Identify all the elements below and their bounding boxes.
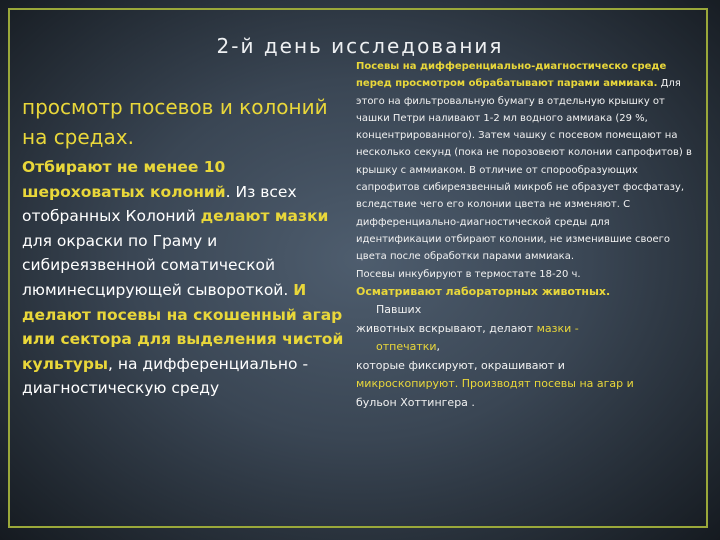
left-text-3: , на дифференциально - диагностическую среду bbox=[22, 354, 309, 398]
right-paragraph-ammonia bbox=[356, 58, 694, 266]
left-text-2: для окраски по Граму и сибиреязвенной соматической люминесцирующей сывороткой. bbox=[22, 231, 294, 299]
left-highlight-cultures: И делают посевы на скошенный агар или сектора для выделения чистой культуры bbox=[22, 280, 344, 373]
right-broth-line: бульон Хоттингера . bbox=[356, 395, 475, 409]
right-dead-line: Павших bbox=[376, 303, 422, 317]
right-autopsy-text: животных вскрывают, делают bbox=[356, 321, 537, 335]
right-highlight-microscopy: микроскопируют. Производят посевы на агар и bbox=[356, 377, 634, 391]
right-fix-line: которые фиксируют, окрашивают и bbox=[356, 358, 565, 372]
slide-title: 2-й день исследования bbox=[216, 34, 504, 58]
left-heading: просмотр посевов и колоний на средах. bbox=[22, 95, 328, 149]
left-text-block bbox=[22, 92, 348, 401]
right-incubation: Посевы инкубируют в термостате 18-20 ч. bbox=[356, 268, 581, 280]
right-text-ammonia: Для этого на фильтровальную бумагу в отдельную крышку от чашки Петри наливают 1-2 мл водного аммиака (29 %, концентрированного). Затем чашку с посевом помещают на несколько секунд (пока не порозовеют колонии сапрофитов) в крышку с аммиаком. В отличие от спорообразующих сапрофитов сибиреязвенный микроб не образует фосфатазу, вследствие чего его колонии цвета не изменяют. С дифференциально-диагностической среды для идентификации отбирают колонии, не изменившие своего цвета после обработки парами аммиака. bbox=[356, 78, 692, 263]
left-text-1: . Из всех отобранных Колоний bbox=[22, 182, 297, 226]
right-comma: , bbox=[436, 340, 441, 354]
right-highlight-prints: отпечатки bbox=[376, 340, 437, 354]
right-animals-block bbox=[356, 283, 694, 413]
right-highlight-ammonia: Посевы на дифференциально-диагностическо среде перед просмотром обрабатывают парами аммиака. bbox=[356, 61, 667, 90]
left-highlight-smears: делают мазки bbox=[200, 207, 329, 226]
right-highlight-animals: Осматривают лабораторных животных. bbox=[356, 284, 611, 298]
right-highlight-smears: мазки - bbox=[536, 321, 579, 335]
left-highlight-select: Отбирают не менее 10 шероховатых колоний bbox=[22, 158, 226, 201]
right-text-block bbox=[356, 58, 694, 412]
